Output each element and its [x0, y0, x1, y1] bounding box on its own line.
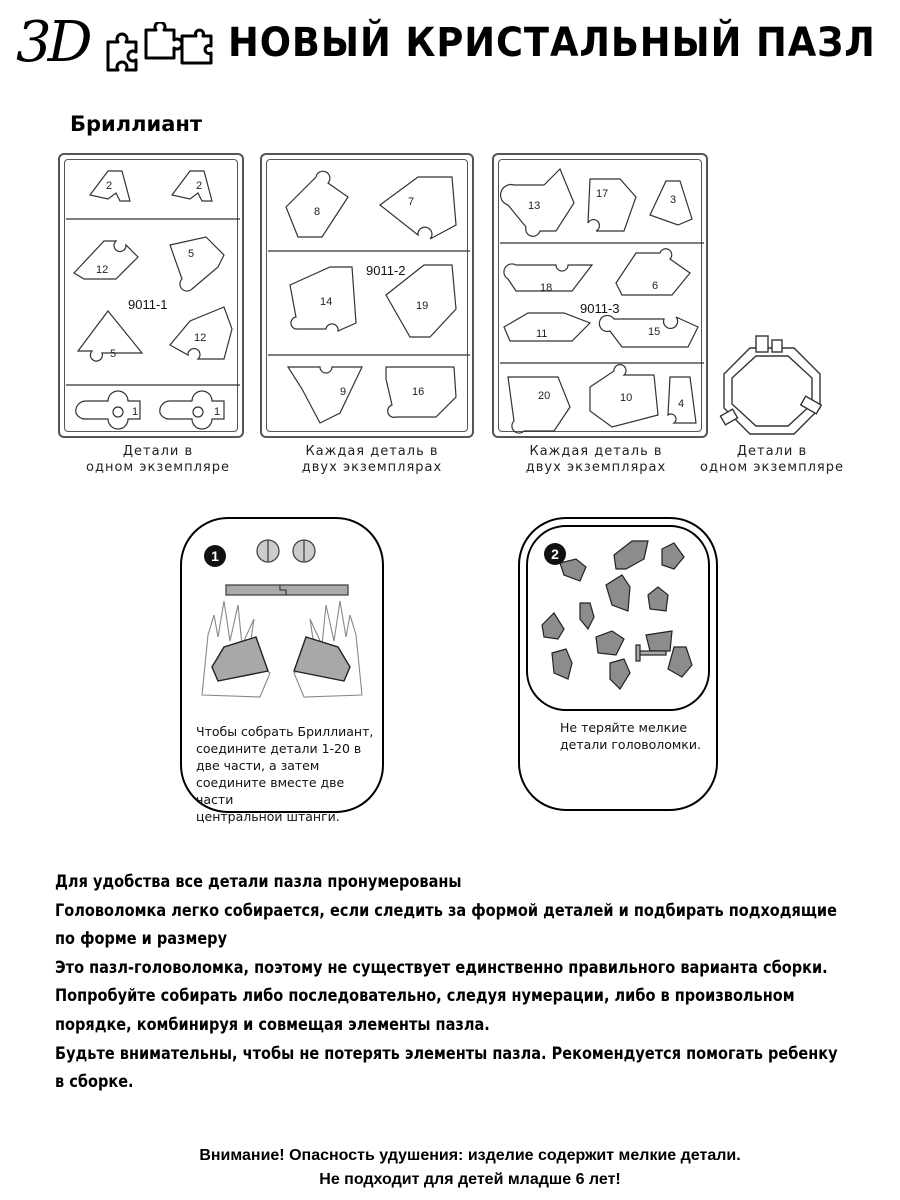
- step-2-card: [518, 517, 718, 811]
- caption-line: двух экземплярах: [525, 460, 667, 475]
- step-2-text: [560, 719, 710, 753]
- sheet-2-caption: [272, 444, 472, 476]
- instructions-block: [55, 868, 851, 1097]
- step-text-line: соедините вместе две части: [196, 775, 345, 807]
- sheet-code: 9011-1: [128, 297, 168, 312]
- instruction-paragraph: Попробуйте собирать либо последовательно, следуя нумерации, либо в произвольном порядке, комбинируя и совмещая элементы пазла.: [55, 986, 795, 1034]
- piece-label: 1: [214, 406, 221, 418]
- caption-line: Детали в: [122, 444, 194, 459]
- header: [16, 8, 886, 78]
- piece-label: 1: [132, 406, 139, 418]
- instruction-paragraph: Будьте внимательны, чтобы не потерять элементы пазла. Рекомендуется помогать ребенку в сборке.: [55, 1043, 838, 1092]
- piece-label: 2: [106, 180, 113, 192]
- piece-label: 11: [536, 328, 548, 340]
- caption-line: Детали в: [736, 444, 808, 459]
- step-2-illustration: [526, 525, 710, 711]
- sheet-code: 9011-3: [580, 301, 620, 316]
- piece-label: 4: [678, 398, 685, 410]
- piece-label: 10: [620, 392, 633, 404]
- piece-label: 9: [340, 386, 347, 398]
- sheet-1-caption: [58, 444, 258, 476]
- piece-label: 14: [320, 296, 333, 308]
- piece-label: 8: [314, 206, 321, 218]
- instruction-paragraph: Для удобства все детали пазла пронумерованы: [55, 872, 462, 891]
- warning-line: Внимание! Опасность удушения: изделие содержит мелкие детали.: [199, 1147, 741, 1164]
- piece-label: 3: [670, 194, 677, 206]
- piece-label: 20: [538, 390, 551, 402]
- instruction-paragraph: Головоломка легко собирается, если следить за формой деталей и подбирать подходящие по форме и размеру: [55, 900, 837, 949]
- octagon-frame-icon: [712, 328, 832, 438]
- step-text-line: соедините детали 1-20 в: [196, 741, 362, 756]
- sheet-pieces-drawing: [60, 155, 246, 440]
- sheet-code: 9011-2: [366, 263, 406, 278]
- step-1-badge: 1: [204, 545, 226, 567]
- piece-label: 6: [652, 280, 659, 292]
- step-text-line: центральной штанги.: [196, 809, 340, 824]
- caption-line: двух экземплярах: [301, 460, 443, 475]
- step-text-line: Чтобы собрать Бриллиант,: [196, 724, 374, 739]
- sheet-pieces-drawing: [262, 155, 476, 440]
- piece-label: 5: [110, 348, 117, 360]
- puzzle-logo-icon: [104, 22, 214, 72]
- piece-sheet-9011-1: [58, 153, 244, 438]
- step-text-line: детали головоломки.: [560, 737, 701, 752]
- piece-label: 15: [648, 326, 661, 338]
- sheet-pieces-drawing: [494, 155, 710, 440]
- caption-line: Каждая деталь в: [529, 444, 663, 459]
- choking-warning: [0, 1144, 900, 1192]
- piece-label: 7: [408, 196, 415, 208]
- piece-label: 19: [416, 300, 429, 312]
- sheet-3-caption: [496, 444, 696, 476]
- caption-line: одном экземпляре: [700, 460, 844, 475]
- step-1-illustration: [188, 525, 376, 721]
- logo-3d-text: 3D: [16, 10, 89, 75]
- step-1-card: [180, 517, 384, 824]
- step-2-badge: 2: [544, 543, 566, 565]
- piece-label: 12: [96, 264, 109, 276]
- piece-label: 12: [194, 332, 207, 344]
- piece-sheet-9011-2: [260, 153, 474, 438]
- warning-line: Не подходит для детей младше 6 лет!: [319, 1171, 621, 1188]
- main-title: НОВЫЙ КРИСТАЛЬНЫЙ ПАЗЛ: [228, 20, 876, 66]
- step-text-line: Не теряйте мелкие: [560, 720, 688, 735]
- piece-label: 2: [196, 180, 203, 192]
- piece-label: 18: [540, 282, 553, 294]
- caption-line: Каждая деталь в: [305, 444, 439, 459]
- step-text-line: две части, а затем: [196, 758, 320, 773]
- piece-label: 5: [188, 248, 195, 260]
- piece-label: 17: [596, 188, 609, 200]
- step-1-text: [196, 723, 382, 825]
- octagon-caption: [692, 444, 852, 476]
- piece-sheet-9011-3: [492, 153, 708, 438]
- caption-line: одном экземпляре: [86, 460, 230, 475]
- piece-label: 13: [528, 200, 541, 212]
- piece-label: 16: [412, 386, 425, 398]
- instruction-paragraph: Это пазл-головоломка, поэтому не существует единственно правильного варианта сборки.: [55, 957, 828, 977]
- product-name: Бриллиант: [70, 112, 203, 136]
